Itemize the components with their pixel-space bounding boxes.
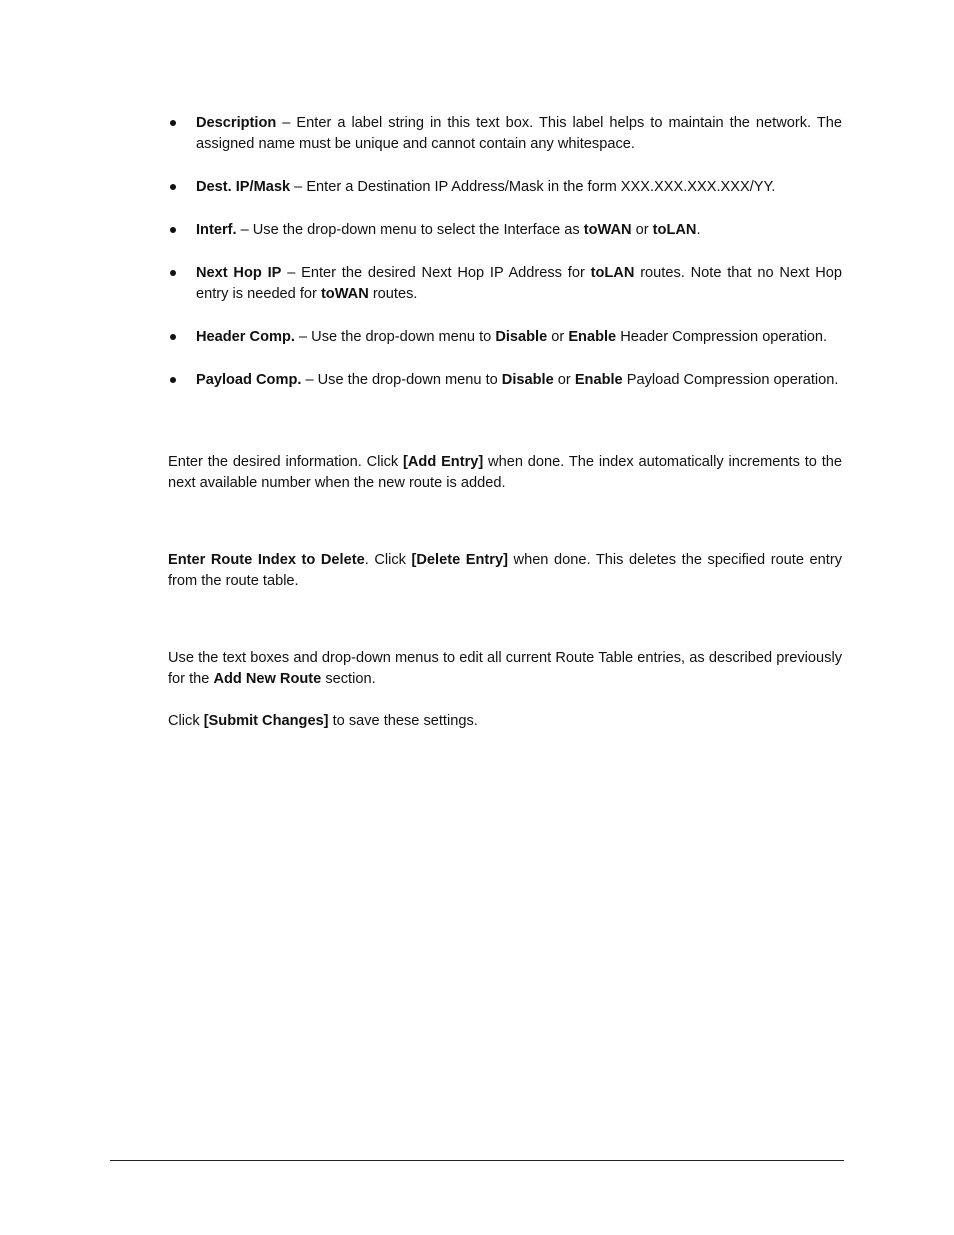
para-text: when done. This deletes the specified route entry from the route table. <box>168 552 842 589</box>
delete-entry-paragraph <box>168 550 842 592</box>
list-item-payload-comp <box>168 370 842 391</box>
term-interf: Interf. <box>196 222 237 238</box>
add-new-route-label: Add New Route <box>213 671 322 687</box>
keyword-tolan: toLAN <box>590 265 635 281</box>
item-text: – Use the drop-down menu to select the Interface as <box>236 222 584 238</box>
item-text: – Enter a Destination IP Address/Mask in the form XXX.XXX.XXX.XXX/YY. <box>290 179 776 195</box>
item-text: or <box>547 329 569 345</box>
term-dest-ip-mask: Dest. IP/Mask <box>196 179 291 195</box>
list-item-description <box>168 113 842 155</box>
bullet-icon <box>170 227 176 233</box>
para-text: . Click <box>364 552 412 568</box>
keyword-disable: Disable <box>495 329 548 345</box>
item-text: – Use the drop-down menu to <box>301 372 502 388</box>
term-description: Description <box>196 115 277 131</box>
item-text: routes. Note that no Next Hop entry is needed for <box>196 265 842 302</box>
bullet-icon <box>170 120 176 126</box>
route-index-label: Enter Route Index to Delete <box>168 552 365 568</box>
field-description-list <box>168 113 842 413</box>
term-next-hop-ip: Next Hop IP <box>196 265 282 281</box>
term-payload-comp: Payload Comp. <box>196 372 302 388</box>
item-text: . <box>696 222 701 238</box>
keyword-enable: Enable <box>574 372 623 388</box>
term-header-comp: Header Comp. <box>196 329 295 345</box>
add-entry-label: [Add Entry] <box>403 454 484 470</box>
keyword-enable: Enable <box>568 329 617 345</box>
item-text: – Enter the desired Next Hop IP Address for <box>281 265 591 281</box>
para-text: Use the text boxes and drop-down menus to edit all current Route Table entries, as described previously for the <box>168 650 842 687</box>
list-item-header-comp <box>168 327 842 348</box>
list-item-next-hop-ip <box>168 263 842 305</box>
para-text: section. <box>321 671 376 687</box>
submit-changes-label: [Submit Changes] <box>203 713 329 729</box>
item-text: – Enter a label string in this text box. This label helps to maintain the network. The assigned name must be unique and cannot contain any whitespace. <box>196 115 842 152</box>
keyword-disable: Disable <box>501 372 554 388</box>
bullet-icon <box>170 377 176 383</box>
para-text: Click <box>168 713 204 729</box>
keyword-towan: toWAN <box>320 286 369 302</box>
bullet-icon <box>170 184 176 190</box>
delete-entry-label: [Delete Entry] <box>411 552 508 568</box>
para-text: when done. The index automatically increments to the next available number when the new route is added. <box>168 454 842 491</box>
item-text: Header Compression operation. <box>616 329 828 345</box>
item-text: routes. <box>368 286 418 302</box>
item-text: or <box>553 372 575 388</box>
para-text: to save these settings. <box>328 713 478 729</box>
footer-divider <box>110 1160 844 1161</box>
add-entry-paragraph <box>168 452 842 494</box>
keyword-tolan: toLAN <box>652 222 697 238</box>
item-text: – Use the drop-down menu to <box>294 329 496 345</box>
edit-routes-paragraph <box>168 648 842 690</box>
bullet-icon <box>170 270 176 276</box>
keyword-towan: toWAN <box>583 222 632 238</box>
list-item-interf <box>168 220 842 241</box>
para-text: Enter the desired information. Click <box>168 454 404 470</box>
item-text: Payload Compression operation. <box>622 372 839 388</box>
list-item-dest-ip-mask <box>168 177 842 198</box>
item-text: or <box>631 222 653 238</box>
bullet-icon <box>170 334 176 340</box>
submit-paragraph <box>168 711 842 732</box>
